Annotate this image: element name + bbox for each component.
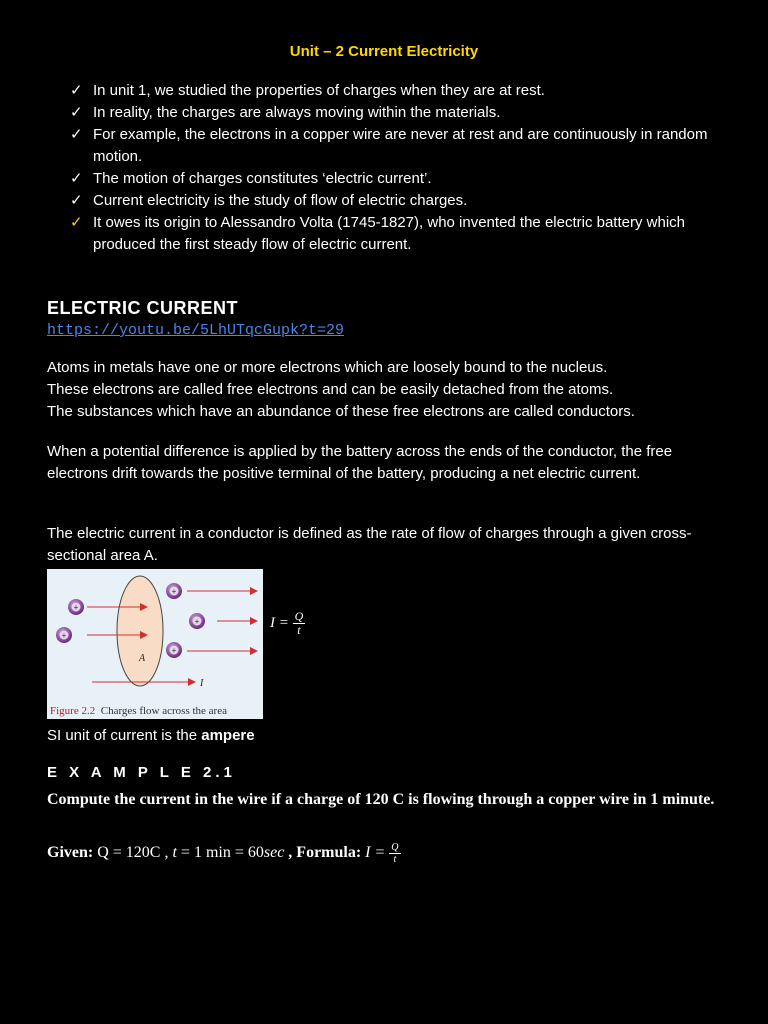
area-label: A bbox=[139, 653, 146, 664]
positive-charge-icon bbox=[189, 613, 205, 629]
positive-charge-icon bbox=[166, 583, 182, 599]
list-item: ✓ In reality, the charges are always moving within the materials. bbox=[70, 102, 720, 124]
svg-text:+: + bbox=[61, 631, 67, 640]
current-label: I bbox=[200, 678, 204, 689]
section-heading: ELECTRIC CURRENT bbox=[47, 298, 238, 318]
charge-flow-figure bbox=[47, 569, 263, 719]
positive-charge-icon bbox=[166, 642, 182, 658]
check-icon: ✓ bbox=[70, 170, 83, 187]
list-item: ✓ In unit 1, we studied the properties of charges when they are at rest. bbox=[70, 80, 720, 102]
check-icon: ✓ bbox=[70, 126, 83, 143]
charge-flow-diagram bbox=[47, 569, 263, 719]
figure-number: Figure 2.2 bbox=[50, 705, 96, 717]
cross-section-area bbox=[117, 576, 163, 686]
example-heading: E X A M P L E 2.1 bbox=[47, 764, 236, 781]
page-title: Unit – 2 Current Electricity bbox=[289, 43, 479, 60]
figure-caption bbox=[50, 705, 227, 717]
conductors-paragraph: Atoms in metals have one or more electrons which are loosely bound to the nucleus. These electrons are called free electrons and can be easily detached from the atoms. The substances which have an abundance of these free electrons are called conductors. bbox=[47, 359, 635, 420]
intro-bullet-list bbox=[70, 80, 720, 256]
svg-text:+: + bbox=[171, 587, 177, 596]
example-question: Compute the current in the wire if a charge of 120 C is flowing through a copper wire in 1 minute. bbox=[47, 791, 715, 808]
positive-charge-icon bbox=[68, 599, 84, 615]
check-icon: ✓ bbox=[70, 192, 83, 209]
list-item: ✓ Current electricity is the study of flow of electric charges. bbox=[70, 190, 720, 212]
si-unit-statement: SI unit of current is the ampere bbox=[47, 727, 255, 744]
definition-paragraph: The electric current in a conductor is defined as the rate of flow of charges through a given cross-sectional area A. bbox=[47, 525, 692, 564]
check-icon: ✓ bbox=[70, 214, 83, 231]
list-item: ✓ For example, the electrons in a copper wire are never at rest and are continuously in random motion. bbox=[70, 126, 708, 165]
drift-paragraph: When a potential difference is applied by the battery across the ends of the conductor, the free electrons drift towards the positive terminal of the battery, producing a net electric current. bbox=[47, 443, 673, 482]
figure-caption-text: Charges flow across the area bbox=[100, 705, 227, 717]
positive-charge-icon bbox=[56, 627, 72, 643]
svg-text:+: + bbox=[73, 603, 79, 612]
fraction: $\frac{Q}{t}$ bbox=[391, 842, 399, 865]
given-line: Given: Q = 120C , t = 1 min = 60sec , Formula: I = $\frac{Q}{t}$ bbox=[47, 842, 399, 865]
check-icon: ✓ bbox=[70, 104, 83, 121]
video-link[interactable]: https://youtu.be/5LhUTqcGupk?t=29 bbox=[47, 322, 345, 339]
current-formula: I = $\frac{Q}{t}$ bbox=[270, 609, 304, 637]
check-icon: ✓ bbox=[70, 82, 83, 99]
svg-text:+: + bbox=[194, 617, 200, 626]
list-item: ✓ It owes its origin to Alessandro Volta (1745-1827), who invented the electric battery which produced the first steady flow of electric current. bbox=[70, 214, 685, 253]
list-item: ✓ The motion of charges constitutes ‘electric current’. bbox=[70, 168, 720, 190]
fraction: $\frac{Q}{t}$ bbox=[294, 609, 304, 637]
svg-text:+: + bbox=[171, 646, 177, 655]
